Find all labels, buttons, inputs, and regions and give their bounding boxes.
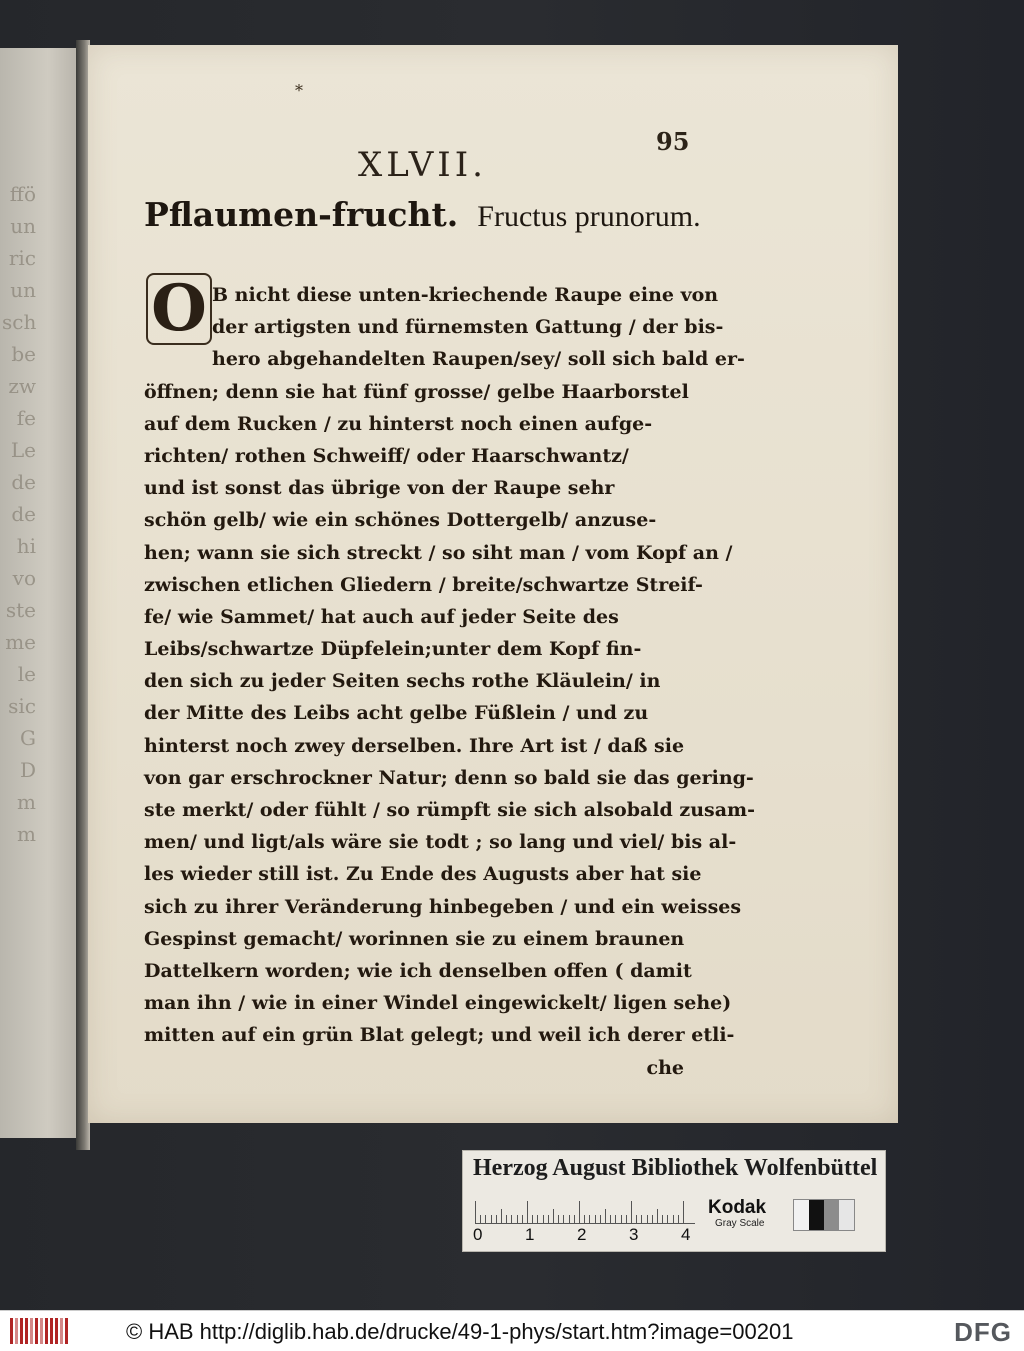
text-line: men/ und ligt/als wäre sie todt ; so lang und viel/ bis al- [144, 831, 737, 854]
ruler-tick [584, 1215, 585, 1223]
target-title: Herzog August Bibliothek Wolfenbüttel [473, 1155, 878, 1181]
left-page-fragment: Le [10, 438, 36, 462]
ruler-tick [517, 1215, 518, 1223]
left-page-fragment: de [11, 470, 36, 494]
gray-scale-label: Gray Scale [715, 1218, 765, 1229]
left-page-fragment: G [20, 726, 36, 750]
left-page-fragment: un [10, 278, 36, 302]
text-line: che [646, 1056, 684, 1079]
left-page-fragment: un [10, 214, 36, 238]
left-page-fragment: me [5, 630, 36, 654]
ruler-tick [652, 1215, 653, 1223]
ruler-number: 3 [629, 1225, 639, 1244]
left-page-fragment: ste [5, 598, 36, 622]
ruler-tick [626, 1215, 627, 1223]
ruler-number: 4 [681, 1225, 691, 1244]
logo-bar [65, 1318, 68, 1344]
ruler-tick [636, 1215, 637, 1223]
ruler-tick [553, 1209, 554, 1223]
text-line: les wieder still ist. Zu Ende des Augusts aber hat sie [144, 863, 702, 886]
measurement-ruler [475, 1199, 695, 1224]
heading-latin: Fructus prunorum. [477, 200, 701, 233]
ruler-tick [673, 1215, 674, 1223]
text-line: von gar erschrockner Natur; denn so bald sie das gering- [144, 766, 754, 789]
left-page-fragment: m [17, 822, 36, 846]
ruler-tick [683, 1201, 684, 1223]
text-line: man ihn / wie in einer Windel eingewickelt/ ligen sehe) [144, 992, 732, 1015]
heading-german: Pflaumen-frucht. [144, 195, 459, 234]
ruler-tick [600, 1215, 601, 1223]
text-line: den sich zu jeder Seiten sechs rothe Kläulein/ in [144, 670, 661, 693]
kodak-logo: Kodak [708, 1197, 767, 1218]
text-line: der artigsten und fürnemsten Gattung / der bis- [212, 316, 724, 339]
text-line: auf dem Rucken / zu hinterst noch einen aufge- [144, 412, 653, 435]
ruler-tick [610, 1215, 611, 1223]
footer-bar [0, 1310, 1024, 1351]
ruler-tick [491, 1215, 492, 1223]
ruler-tick [506, 1215, 507, 1223]
citation-link[interactable]: © HAB http://diglib.hab.de/drucke/49-1-phys/start.htm?image=00201 [126, 1319, 794, 1344]
page-marker: * [295, 81, 303, 100]
ruler-tick [615, 1215, 616, 1223]
ruler-tick [647, 1215, 648, 1223]
text-line: Leibs/schwartze Düpfelein;unter dem Kopf fin- [144, 638, 642, 661]
text-line: mitten auf ein grün Blat gelegt; und weil ich derer etli- [144, 1024, 735, 1047]
gray-patch [839, 1200, 854, 1230]
left-page-fragment: m [17, 790, 36, 814]
color-target-card [462, 1150, 886, 1252]
logo-bar [60, 1318, 63, 1344]
ruler-number: 1 [525, 1225, 535, 1244]
ruler-tick [475, 1201, 476, 1223]
text-line: öffnen; denn sie hat fünf grosse/ gelbe Haarborstel [144, 380, 689, 403]
ruler-tick [485, 1215, 486, 1223]
text-line: Dattelkern worden; wie ich denselben offen ( damit [144, 959, 692, 982]
text-line: ste merkt/ oder fühlt / so rümpft sie sich alsobald zusam- [144, 799, 756, 821]
text-line: hero abgehandelten Raupen/sey/ soll sich bald er- [212, 348, 745, 371]
ruler-tick [527, 1201, 528, 1223]
ruler-tick [480, 1215, 481, 1223]
logo-bar [40, 1318, 43, 1344]
ruler-tick [548, 1215, 549, 1223]
right-page [88, 45, 898, 1123]
ruler-tick [579, 1201, 580, 1223]
left-page-fragment: vo [12, 566, 36, 590]
ruler-tick [662, 1215, 663, 1223]
text-line: hinterst noch zwey derselben. Ihre Art ist / daß sie [144, 734, 685, 757]
text-line: richten/ rothen Schweiff/ oder Haarschwantz/ [144, 444, 629, 467]
text-line: zwischen etlichen Gliedern / breite/schwartze Streif- [144, 573, 703, 596]
gray-scale-patches [793, 1199, 855, 1231]
left-page-fragment: D [19, 758, 36, 782]
text-line: fe/ wie Sammet/ hat auch auf jeder Seite des [144, 605, 619, 628]
ruler-number: 2 [577, 1225, 587, 1244]
text-line: sich zu ihrer Veränderung hinbegeben / und ein weisses [144, 895, 742, 918]
gray-patch [824, 1200, 839, 1230]
ruler-tick [595, 1215, 596, 1223]
left-page-fragment: sch [2, 310, 37, 334]
chapter-number: XLVII. [358, 145, 487, 185]
left-page-fragment: ric [8, 246, 36, 270]
gray-patch [794, 1200, 809, 1230]
page-number: 95 [656, 127, 690, 156]
logo-bar [20, 1318, 23, 1344]
hab-barcode-logo-icon [10, 1318, 68, 1344]
body-text [144, 279, 756, 1084]
ruler-number: 0 [473, 1225, 483, 1244]
logo-bar [10, 1318, 13, 1344]
ruler-tick [621, 1215, 622, 1223]
chapter-heading [144, 195, 701, 234]
ruler-tick [532, 1215, 533, 1223]
left-page-fragment: de [11, 502, 36, 526]
ruler-tick [574, 1215, 575, 1223]
text-line: und ist sonst das übrige von der Raupe sehr [144, 477, 615, 500]
ruler-tick [657, 1209, 658, 1223]
logo-bar [45, 1318, 48, 1344]
ruler-tick [522, 1215, 523, 1223]
ruler-tick [631, 1201, 632, 1223]
ruler-tick [496, 1215, 497, 1223]
ruler-tick [589, 1215, 590, 1223]
left-page-fragment: ffö [9, 182, 36, 206]
ruler-tick [558, 1215, 559, 1223]
left-page-fragment: sic [8, 694, 36, 718]
text-line: der Mitte des Leibs acht gelbe Füßlein / und zu [144, 702, 649, 725]
logo-bar [15, 1318, 18, 1344]
text-line: schön gelb/ wie ein schönes Dottergelb/ anzuse- [144, 509, 657, 532]
ruler-tick [563, 1215, 564, 1223]
ruler-tick [501, 1209, 502, 1223]
ruler-tick [678, 1215, 679, 1223]
logo-bar [55, 1318, 58, 1344]
text-line: B nicht diese unten-kriechende Raupe eine von [212, 284, 719, 306]
text-line: hen; wann sie sich streckt / so siht man / vom Kopf an / [144, 541, 733, 564]
drop-cap-initial: O [146, 273, 212, 345]
ruler-tick [569, 1215, 570, 1223]
ruler-tick [667, 1215, 668, 1223]
ruler-tick [511, 1215, 512, 1223]
ruler-tick [641, 1215, 642, 1223]
dfg-logo: DFG [954, 1317, 1012, 1347]
ruler-numbers [473, 1225, 703, 1247]
left-page-fragment: hi [16, 534, 36, 558]
logo-bar [35, 1318, 38, 1344]
left-page-edge [0, 48, 80, 1138]
ruler-tick [543, 1215, 544, 1223]
ruler-tick [537, 1215, 538, 1223]
gray-patch [809, 1200, 824, 1230]
left-page-fragment: zw [8, 374, 36, 398]
logo-bar [25, 1318, 28, 1344]
left-page-fragment: be [11, 342, 36, 366]
left-page-fragment: fe [16, 406, 36, 430]
logo-bar [30, 1318, 33, 1344]
ruler-tick [605, 1209, 606, 1223]
left-page-fragment: le [17, 662, 36, 686]
logo-bar [50, 1318, 53, 1344]
text-line: Gespinst gemacht/ worinnen sie zu einem braunen [144, 927, 685, 950]
left-page-text-fragments [2, 178, 36, 850]
